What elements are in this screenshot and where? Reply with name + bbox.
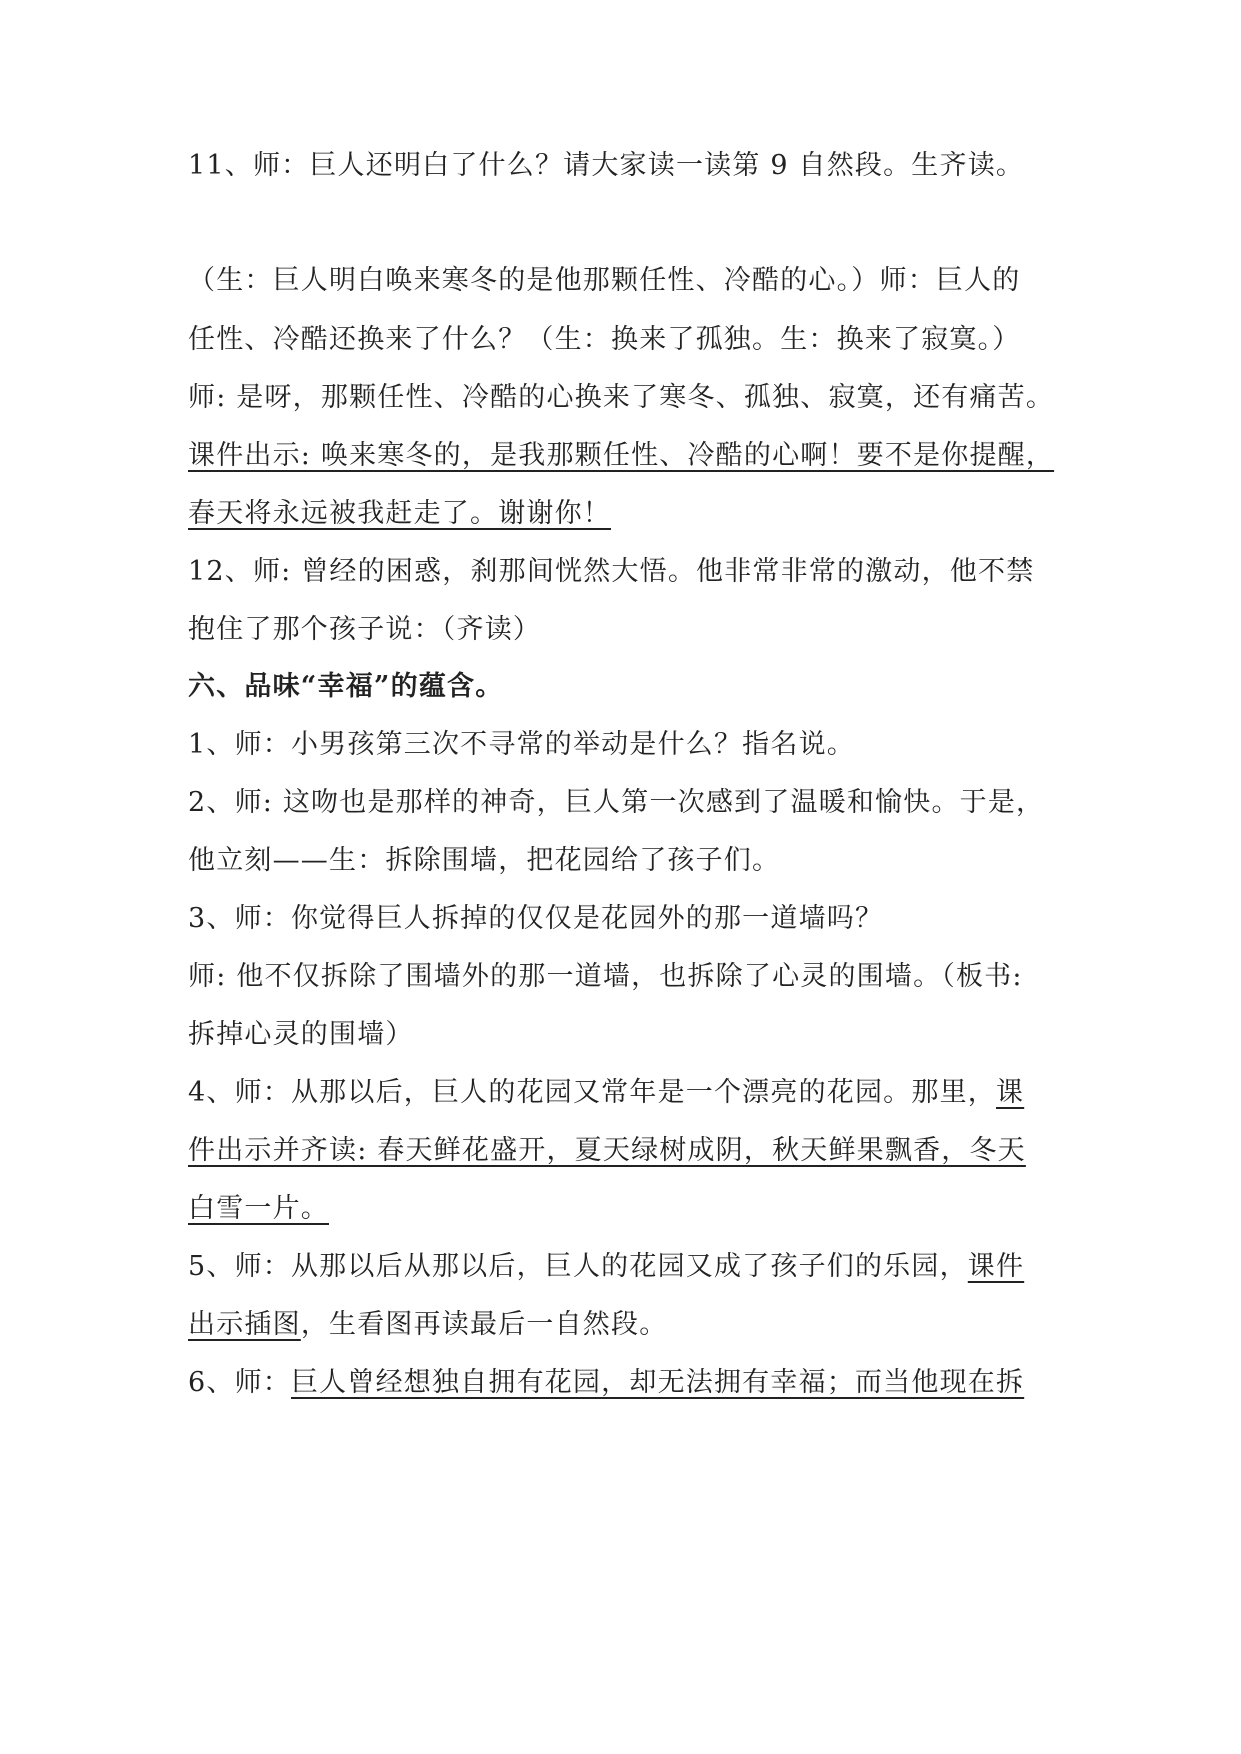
text-line [188, 552, 1068, 592]
text-line [188, 1305, 1068, 1345]
underlined-text: 巨人曾经想独自拥有花园，却无法拥有幸福；而当他现在拆 [290, 1367, 1025, 1398]
text-line [188, 899, 1068, 939]
text-line [188, 378, 1068, 418]
text-line [188, 436, 1068, 476]
line-text: （生：巨人明白唤来寒冬的是他那颗任性、冷酷的心。）师：巨人的 [188, 265, 1021, 296]
line-text: ，生看图再读最后一自然段。 [300, 1309, 668, 1340]
text-line [188, 320, 1068, 360]
line-text: 4、师：从那以后，巨人的花园又常年是一个漂亮的花园。那里， [188, 1077, 996, 1108]
text-line [188, 146, 1068, 186]
underlined-text: 春天将永远被我赶走了。谢谢你！ [188, 498, 611, 529]
text-line [188, 841, 1068, 881]
text-line [188, 610, 1068, 650]
underlined-text: 出示插图 [188, 1309, 301, 1340]
heading-text: 六、品味“幸福”的蕴含。 [188, 671, 504, 702]
underlined-text: 件出示并齐读: 春天鲜花盛开，夏天绿树成阴，秋天鲜果飘香，冬天 [188, 1135, 1026, 1166]
line-text: 6、师： [188, 1367, 291, 1398]
line-text: 5、师：从那以后从那以后，巨人的花园又成了孩子们的乐园， [188, 1251, 968, 1282]
text-line [188, 957, 1068, 997]
text-line [188, 261, 1068, 301]
line-text: 11、师：巨人还明白了什么？请大家读一读第 9 自然段。生齐读。 [188, 150, 1025, 181]
line-text: 师: 是呀，那颗任性、冷酷的心换来了寒冬、孤独、寂寞，还有痛苦。 [188, 382, 1055, 413]
underlined-text: 白雪一片。 [188, 1193, 329, 1224]
section-heading [188, 667, 1068, 707]
underlined-text: 课 [995, 1077, 1025, 1108]
text-line [188, 1189, 1068, 1229]
line-text: 抱住了那个孩子说：（齐读） [188, 614, 542, 645]
text-line [188, 1015, 1068, 1055]
text-line [188, 1363, 1068, 1403]
text-line [188, 1131, 1068, 1171]
line-text: 拆掉心灵的围墙） [188, 1019, 414, 1050]
text-line [188, 783, 1068, 823]
line-text: 3、师：你觉得巨人拆掉的仅仅是花园外的那一道墙吗？ [188, 903, 884, 934]
underlined-text: 课件出示: 唤来寒冬的，是我那颗任性、冷酷的心啊！要不是你提醒， [188, 440, 1055, 471]
line-text: 12、师: 曾经的困惑，刹那间恍然大悟。他非常非常的激动，他不禁 [188, 556, 1035, 587]
line-text: 任性、冷酷还换来了什么？（生：换来了孤独。生：换来了寂寞。） [188, 324, 1021, 355]
underlined-text: 课件 [967, 1251, 1025, 1282]
line-text: 1、师：小男孩第三次不寻常的举动是什么？指名说。 [188, 729, 855, 760]
line-text: 他立刻——生：拆除围墙，把花园给了孩子们。 [188, 845, 781, 876]
line-text: 2、师: 这吻也是那样的神奇，巨人第一次感到了温暖和愉快。于是， [188, 787, 1045, 818]
text-line [188, 1247, 1068, 1287]
text-line [188, 725, 1068, 765]
text-line [188, 494, 1068, 534]
text-line [188, 1073, 1068, 1113]
line-text: 师: 他不仅拆除了围墙外的那一道墙，也拆除了心灵的围墙。（板书: [188, 961, 1023, 992]
